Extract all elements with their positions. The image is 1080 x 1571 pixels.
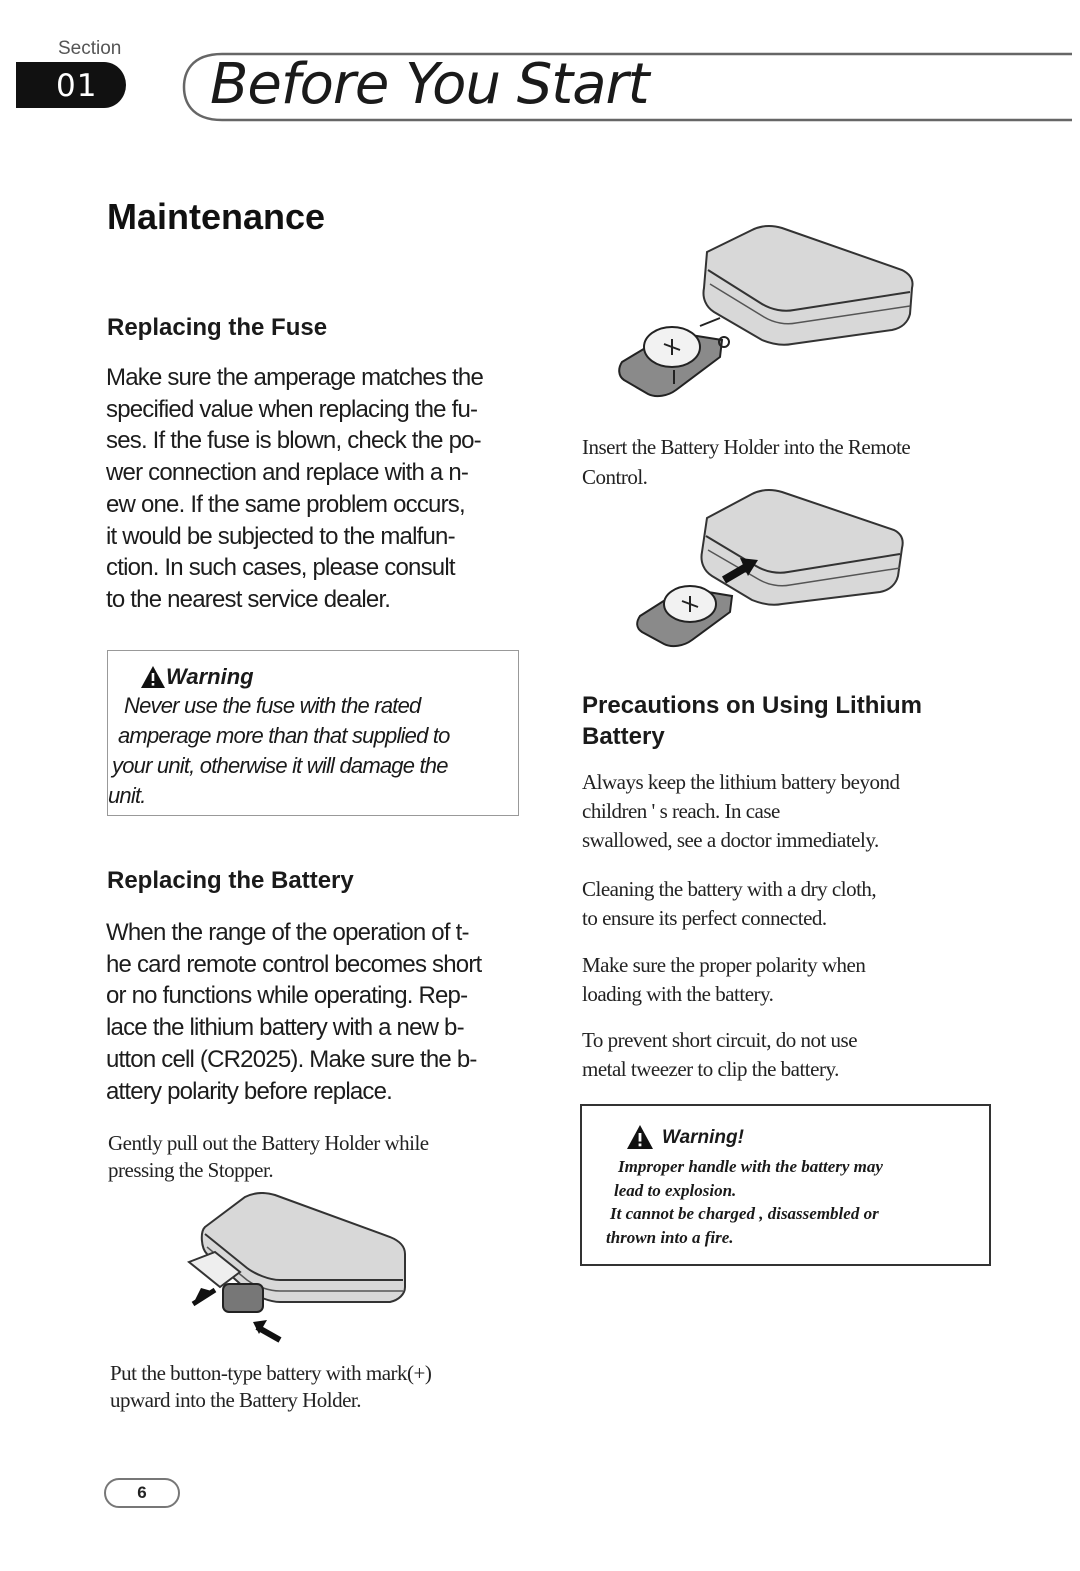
battery-warning-line: Improper handle with the battery may — [618, 1157, 883, 1176]
fuse-warning-line: amperage more than that supplied to — [118, 723, 450, 748]
battery-line: attery polarity before replace. — [106, 1077, 393, 1105]
step3-line: Control. — [582, 465, 648, 489]
precautions-heading — [582, 690, 922, 752]
main-heading: Maintenance — [107, 196, 326, 237]
battery-line: lace the lithium battery with a new b- — [106, 1014, 464, 1042]
battery-line: utton cell (CR2025). Make sure the b- — [106, 1045, 477, 1073]
step1-line: pressing the Stopper. — [108, 1158, 274, 1182]
remote-pull-holder-illustration — [185, 1192, 415, 1352]
battery-line: When the range of the operation of t- — [106, 919, 469, 946]
fuse-line: to the nearest service dealer. — [106, 585, 391, 613]
fuse-line: wer connection and replace with a n- — [106, 459, 469, 487]
warning-triangle-icon — [626, 1124, 654, 1150]
battery-warning-line: lead to explosion. — [614, 1180, 737, 1200]
battery-heading: Replacing the Battery — [107, 867, 354, 894]
remote-insert-holder-illustration — [632, 488, 907, 658]
fuse-line: ses. If the fuse is blown, check the po- — [106, 427, 481, 455]
section-label: Section — [58, 38, 122, 59]
precautions-para-1 — [582, 768, 1002, 855]
step2-line: Put the button-type battery with mark(+) — [110, 1361, 432, 1385]
precautions-heading-line: Precautions on Using Lithium — [582, 692, 923, 719]
fuse-line: ew one. If the same problem occurs, — [106, 490, 465, 518]
page-title: Before You Start — [210, 52, 649, 117]
precautions-line: Always keep the lithium battery beyond — [582, 770, 900, 794]
precautions-line: To prevent short circuit, do not use — [582, 1028, 858, 1052]
fuse-line: it would be subjected to the malfun- — [106, 522, 455, 550]
precautions-line: Cleaning the battery with a dry cloth, — [582, 877, 877, 901]
fuse-warning-line: Never use the fuse with the rated — [124, 693, 421, 718]
precautions-line: Make sure the proper polarity when — [582, 953, 866, 977]
battery-warning-line: thrown into a fire. — [606, 1227, 734, 1247]
fuse-warning-line: unit. — [108, 783, 146, 808]
step3-line: Insert the Battery Holder into the Remote — [582, 435, 911, 459]
step3-caption — [582, 432, 1002, 492]
step2-caption — [110, 1360, 530, 1414]
battery-warning-text — [606, 1155, 986, 1249]
fuse-heading: Replacing the Fuse — [107, 314, 328, 341]
precautions-line: metal tweezer to clip the battery. — [582, 1057, 839, 1081]
precautions-para-2 — [582, 875, 1002, 933]
fuse-warning-text — [108, 691, 518, 811]
battery-line: he card remote control becomes short — [106, 950, 482, 978]
fuse-warning-line: your unit, otherwise it will damage the — [112, 753, 448, 778]
battery-warning-title: Warning! — [662, 1127, 744, 1148]
precautions-line: to ensure its perfect connected. — [582, 906, 827, 930]
precautions-line: swallowed, see a doctor immediately. — [582, 828, 879, 852]
section-number: 01 — [56, 68, 98, 104]
precautions-para-3 — [582, 951, 1002, 1009]
step2-line: upward into the Battery Holder. — [110, 1388, 362, 1412]
precautions-heading-line: Battery — [582, 723, 665, 750]
fuse-line: specified value when replacing the fu- — [106, 395, 478, 423]
step1-caption — [108, 1130, 528, 1184]
fuse-line: Make sure the amperage matches the — [106, 364, 484, 391]
battery-line: or no functions while operating. Rep- — [106, 982, 468, 1010]
fuse-paragraph — [106, 362, 536, 616]
battery-warning-line: It cannot be charged , disassembled or — [610, 1204, 879, 1223]
battery-paragraph — [106, 917, 536, 1107]
fuse-line: ction. In such cases, please consult — [106, 554, 455, 582]
battery-holder-illustration — [612, 222, 917, 407]
precautions-line: children ' s reach. In case — [582, 799, 780, 823]
step1-line: Gently pull out the Battery Holder while — [108, 1131, 429, 1155]
precautions-para-4 — [582, 1026, 1002, 1084]
page-number: 6 — [104, 1478, 180, 1508]
fuse-warning-title: Warning — [166, 664, 254, 689]
precautions-line: loading with the battery. — [582, 982, 774, 1006]
warning-triangle-icon — [140, 665, 166, 689]
